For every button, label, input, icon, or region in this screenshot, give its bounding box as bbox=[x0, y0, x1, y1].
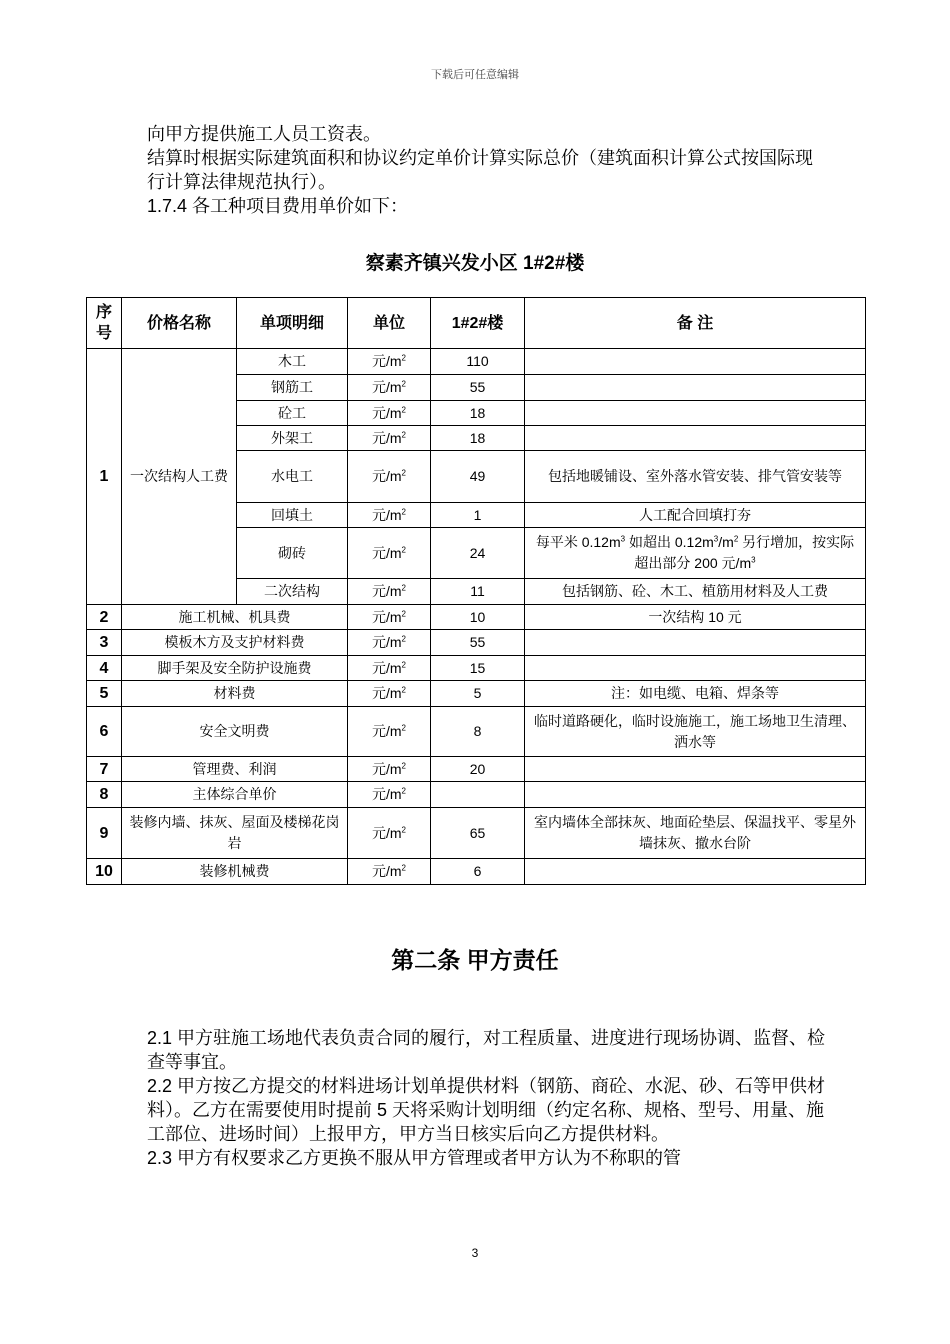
row-note: 每平米 $0.12m^3$ 如超出 $0.12m^3/m^2$ 另行增加，按实际超出部分 200 元$/m^3$ bbox=[525, 528, 866, 579]
row-value: 1 bbox=[431, 503, 525, 528]
row-name: 施工机械、机具费 bbox=[122, 605, 348, 630]
row-no: 1 bbox=[87, 349, 122, 605]
row-no: 8 bbox=[87, 782, 122, 808]
row-no: 7 bbox=[87, 757, 122, 782]
row-unit: 元$/m^2$ bbox=[348, 375, 431, 401]
row-detail: 二次结构 bbox=[237, 579, 348, 605]
row-note: 人工配合回填打夯 bbox=[525, 503, 866, 528]
row-note bbox=[525, 630, 866, 656]
row-note: 临时道路硬化，临时设施施工，施工场地卫生清理、洒水等 bbox=[525, 707, 866, 757]
price-table bbox=[86, 297, 866, 885]
section-paragraph: 2.2 甲方按乙方提交的材料进场计划单提供材料（钢筋、商砼、水泥、砂、石等甲供材料）。乙方在需要使用时提前 5 天将采购计划明细（约定名称、规格、型号、用量、施工部位、进场时间）上报甲方，甲方当日核实后向乙方提供材料。 bbox=[147, 1076, 826, 1144]
row-no: 2 bbox=[87, 605, 122, 630]
row-note bbox=[525, 375, 866, 401]
row-unit: 元$/m^2$ bbox=[348, 630, 431, 656]
intro-paragraph: 结算时根据实际建筑面积和协议约定单价计算实际总价（建筑面积计算公式按国际现行计算法律规范执行）。 bbox=[147, 148, 813, 192]
header-no: 序号 bbox=[87, 298, 122, 349]
row-value: 15 bbox=[431, 656, 525, 681]
row-value: 18 bbox=[431, 401, 525, 426]
row-no: 3 bbox=[87, 630, 122, 656]
table-row bbox=[87, 757, 866, 782]
row-no: 10 bbox=[87, 859, 122, 885]
section-text bbox=[147, 1026, 827, 1170]
row-unit: 元$/m^2$ bbox=[348, 503, 431, 528]
intro-paragraph: 1.7.4 各工种项目费用单价如下： bbox=[147, 196, 409, 216]
row-value: 20 bbox=[431, 757, 525, 782]
page-number: 3 bbox=[471, 1246, 479, 1260]
row-note bbox=[525, 859, 866, 885]
row-note bbox=[525, 757, 866, 782]
row-unit: 元$/m^2$ bbox=[348, 656, 431, 681]
row-value: 24 bbox=[431, 528, 525, 579]
table-row bbox=[87, 782, 866, 808]
row-unit: 元$/m^2$ bbox=[348, 782, 431, 808]
row-name: 主体综合单价 bbox=[122, 782, 348, 808]
row-unit: 元$/m^2$ bbox=[348, 528, 431, 579]
row-no: 9 bbox=[87, 808, 122, 859]
row-value: 5 bbox=[431, 681, 525, 707]
row-detail: 砌砖 bbox=[237, 528, 348, 579]
table-row bbox=[87, 808, 866, 859]
row-unit: 元$/m^2$ bbox=[348, 757, 431, 782]
table-row bbox=[87, 349, 866, 375]
row-no: 4 bbox=[87, 656, 122, 681]
table-row bbox=[87, 630, 866, 656]
table-row bbox=[87, 605, 866, 630]
row-detail: 外架工 bbox=[237, 426, 348, 451]
page-header: 下载后可任意编辑 bbox=[431, 69, 519, 81]
row-name: 一次结构人工费 bbox=[122, 349, 237, 605]
row-value: 11 bbox=[431, 579, 525, 605]
row-name: 装修机械费 bbox=[122, 859, 348, 885]
row-note bbox=[525, 656, 866, 681]
section-paragraph: 2.1 甲方驻施工场地代表负责合同的履行，对工程质量、进度进行现场协调、监督、检查等事宜。 bbox=[147, 1028, 826, 1072]
header-value: 1#2#楼 bbox=[431, 298, 525, 349]
row-note bbox=[525, 401, 866, 426]
row-name: 脚手架及安全防护设施费 bbox=[122, 656, 348, 681]
row-name: 模板木方及支护材料费 bbox=[122, 630, 348, 656]
row-note bbox=[525, 426, 866, 451]
table-row bbox=[87, 707, 866, 757]
row-unit: 元$/m^2$ bbox=[348, 605, 431, 630]
header-name: 价格名称 bbox=[122, 298, 237, 349]
header-note: 备 注 bbox=[525, 298, 866, 349]
row-note: 包括地暖铺设、室外落水管安装、排气管安装等 bbox=[525, 451, 866, 503]
row-value: 6 bbox=[431, 859, 525, 885]
table-row bbox=[87, 656, 866, 681]
table-row bbox=[87, 681, 866, 707]
row-detail: 水电工 bbox=[237, 451, 348, 503]
row-value: 49 bbox=[431, 451, 525, 503]
row-note: 包括钢筋、砼、木工、植筋用材料及人工费 bbox=[525, 579, 866, 605]
row-value: 65 bbox=[431, 808, 525, 859]
section-title: 第二条 甲方责任 bbox=[391, 947, 559, 973]
row-no: 5 bbox=[87, 681, 122, 707]
row-unit: 元$/m^2$ bbox=[348, 859, 431, 885]
row-name: 材料费 bbox=[122, 681, 348, 707]
row-note: 一次结构 10 元 bbox=[525, 605, 866, 630]
row-note bbox=[525, 782, 866, 808]
table-header-row bbox=[87, 298, 866, 349]
row-value: 110 bbox=[431, 349, 525, 375]
row-note: 室内墙体全部抹灰、地面砼垫层、保温找平、零星外墙抹灰、撤水台阶 bbox=[525, 808, 866, 859]
row-unit: 元$/m^2$ bbox=[348, 808, 431, 859]
row-value: 55 bbox=[431, 630, 525, 656]
row-value bbox=[431, 782, 525, 808]
table-row bbox=[87, 859, 866, 885]
intro-text bbox=[147, 122, 827, 218]
row-name: 安全文明费 bbox=[122, 707, 348, 757]
row-value: 10 bbox=[431, 605, 525, 630]
row-detail: 木工 bbox=[237, 349, 348, 375]
row-value: 55 bbox=[431, 375, 525, 401]
row-detail: 钢筋工 bbox=[237, 375, 348, 401]
row-unit: 元$/m^2$ bbox=[348, 349, 431, 375]
section-paragraph: 2.3 甲方有权要求乙方更换不服从甲方管理或者甲方认为不称职的管 bbox=[147, 1148, 682, 1168]
row-unit: 元$/m^2$ bbox=[348, 681, 431, 707]
row-name: 装修内墙、抹灰、屋面及楼梯花岗岩 bbox=[122, 808, 348, 859]
row-no: 6 bbox=[87, 707, 122, 757]
row-note bbox=[525, 349, 866, 375]
row-unit: 元$/m^2$ bbox=[348, 401, 431, 426]
row-unit: 元$/m^2$ bbox=[348, 579, 431, 605]
row-detail: 回填土 bbox=[237, 503, 348, 528]
row-value: 8 bbox=[431, 707, 525, 757]
intro-paragraph: 向甲方提供施工人员工资表。 bbox=[147, 124, 381, 144]
row-unit: 元$/m^2$ bbox=[348, 451, 431, 503]
header-detail: 单项明细 bbox=[237, 298, 348, 349]
row-unit: 元$/m^2$ bbox=[348, 426, 431, 451]
row-name: 管理费、利润 bbox=[122, 757, 348, 782]
row-value: 18 bbox=[431, 426, 525, 451]
row-unit: 元$/m^2$ bbox=[348, 707, 431, 757]
row-detail: 砼工 bbox=[237, 401, 348, 426]
row-note: 注：如电缆、电箱、焊条等 bbox=[525, 681, 866, 707]
header-unit: 单位 bbox=[348, 298, 431, 349]
table-title: 察素齐镇兴发小区 1#2#楼 bbox=[365, 253, 585, 274]
